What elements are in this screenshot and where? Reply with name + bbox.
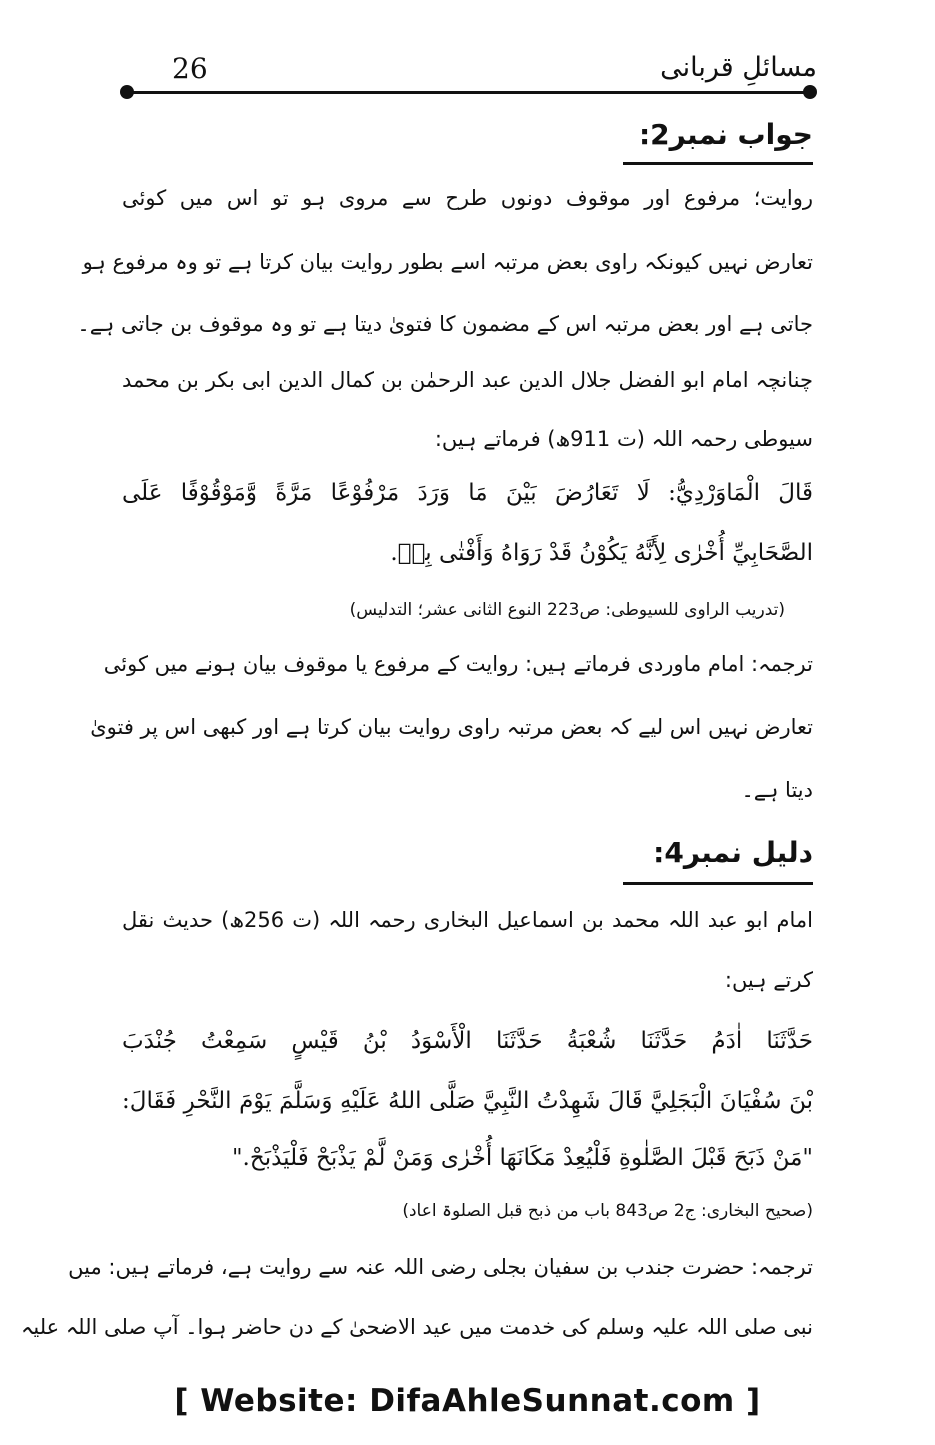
translation-1-line-2: تعارض نہیں اس لیے کہ بعض مرتبہ راوی روایت بیان کرتا ہے اور کبھی اس پر فتویٰ — [90, 715, 813, 739]
arabic-quote-2-line-1: حَدَّثَنَا اٰدَمُ حَدَّثَنَا شُعْبَةُ حَدَّثَنَا الْأَسْوَدُ بْنُ قَيْسٍ سَمِعْتُ جُنْدَبَ — [122, 1028, 813, 1054]
answer-line-1: روایت؛ مرفوع اور موقوف دونوں طرح سے مروی ہو تو اس میں کوئی — [122, 186, 813, 210]
book-title: مسائلِ قربانی — [660, 52, 817, 83]
answer-line-5: سیوطی رحمہ اللہ (ت 911ھ) فرماتے ہیں: — [434, 427, 813, 451]
evidence-line-1: امام ابو عبد اللہ محمد بن اسماعیل البخاری رحمہ اللہ (ت 256ھ) حدیث نقل — [122, 908, 813, 932]
reference-1: (تدریب الراوی للسیوطی: ص223 النوع الثانی عشر؛ التدلیس) — [349, 600, 785, 620]
answer-line-3: جاتی ہے اور بعض مرتبہ اس کے مضمون کا فتویٰ دیتا ہے تو وہ موقوف بن جاتی ہے۔ — [77, 312, 813, 336]
translation-1-line-3: دیتا ہے۔ — [741, 778, 813, 802]
arabic-quote-2-line-2: بْنَ سُفْيَانَ الْبَجَلِيَّ قَالَ شَهِدْتُ النَّبِيَّ صَلَّى اللهُ عَلَيْهِ وَسَلَّمَ يَوْمَ النَّحْرِ فَقَالَ: — [122, 1088, 813, 1114]
page-number: 26 — [172, 52, 208, 85]
answer-line-4: چنانچہ امام ابو الفضل جلال الدین عبد الرحمٰن بن کمال الدین ابی بکر بن محمد — [122, 368, 813, 392]
arabic-quote-1-line-1: قَالَ الْمَاوَرْدِيُّ: لَا تَعَارُضَ بَيْنَ مَا وَرَدَ مَرْفُوْعًا مَرَّةً وَّمَوْقُوْفًا عَلَى — [122, 480, 813, 506]
reference-2: (صحیح البخاری: ج2 ص843 باب من ذبح قبل الصلوۃ اعاد) — [402, 1201, 813, 1221]
answer-heading-underline — [623, 162, 813, 165]
header-rule-right-dot — [803, 85, 817, 99]
answer-line-2: تعارض نہیں کیونکہ راوی بعض مرتبہ اسے بطور روایت بیان کرتا ہے تو وہ مرفوع ہو — [82, 250, 813, 274]
answer-heading: جواب نمبر2: — [638, 118, 813, 151]
arabic-quote-1-line-2: الصَّحَابِيِّ أُخْرٰى لِأَنَّهُ يَكُوْنُ قَدْ رَوَاهُ وَأَفْتٰى بِهٖ. — [390, 540, 813, 566]
header-rule — [128, 91, 810, 94]
arabic-quote-2-line-3: "مَنْ ذَبَحَ قَبْلَ الصَّلٰوةِ فَلْيُعِدْ مَكَانَهَا أُخْرٰى وَمَنْ لَّمْ يَذْبَحْ فَلْيَذْبَحْ." — [231, 1145, 813, 1171]
translation-2-line-2: نبی صلی اللہ علیہ وسلم کی خدمت میں عید الاضحیٰ کے دن حاضر ہوا۔ آپ صلی اللہ علیہ — [21, 1315, 813, 1339]
evidence-line-2: کرتے ہیں: — [724, 968, 813, 992]
translation-1-line-1: ترجمہ: امام ماوردی فرماتے ہیں: روایت کے مرفوع یا موقوف بیان ہونے میں کوئی — [103, 652, 813, 676]
website-footer: [ Website: DifaAhleSunnat.com ] — [174, 1383, 761, 1419]
evidence-heading: دلیل نمبر4: — [653, 836, 813, 869]
evidence-heading-underline — [623, 882, 813, 885]
translation-2-line-1: ترجمہ: حضرت جندب بن سفیان بجلی رضی اللہ عنہ سے روایت ہے، فرماتے ہیں: میں — [68, 1255, 813, 1279]
